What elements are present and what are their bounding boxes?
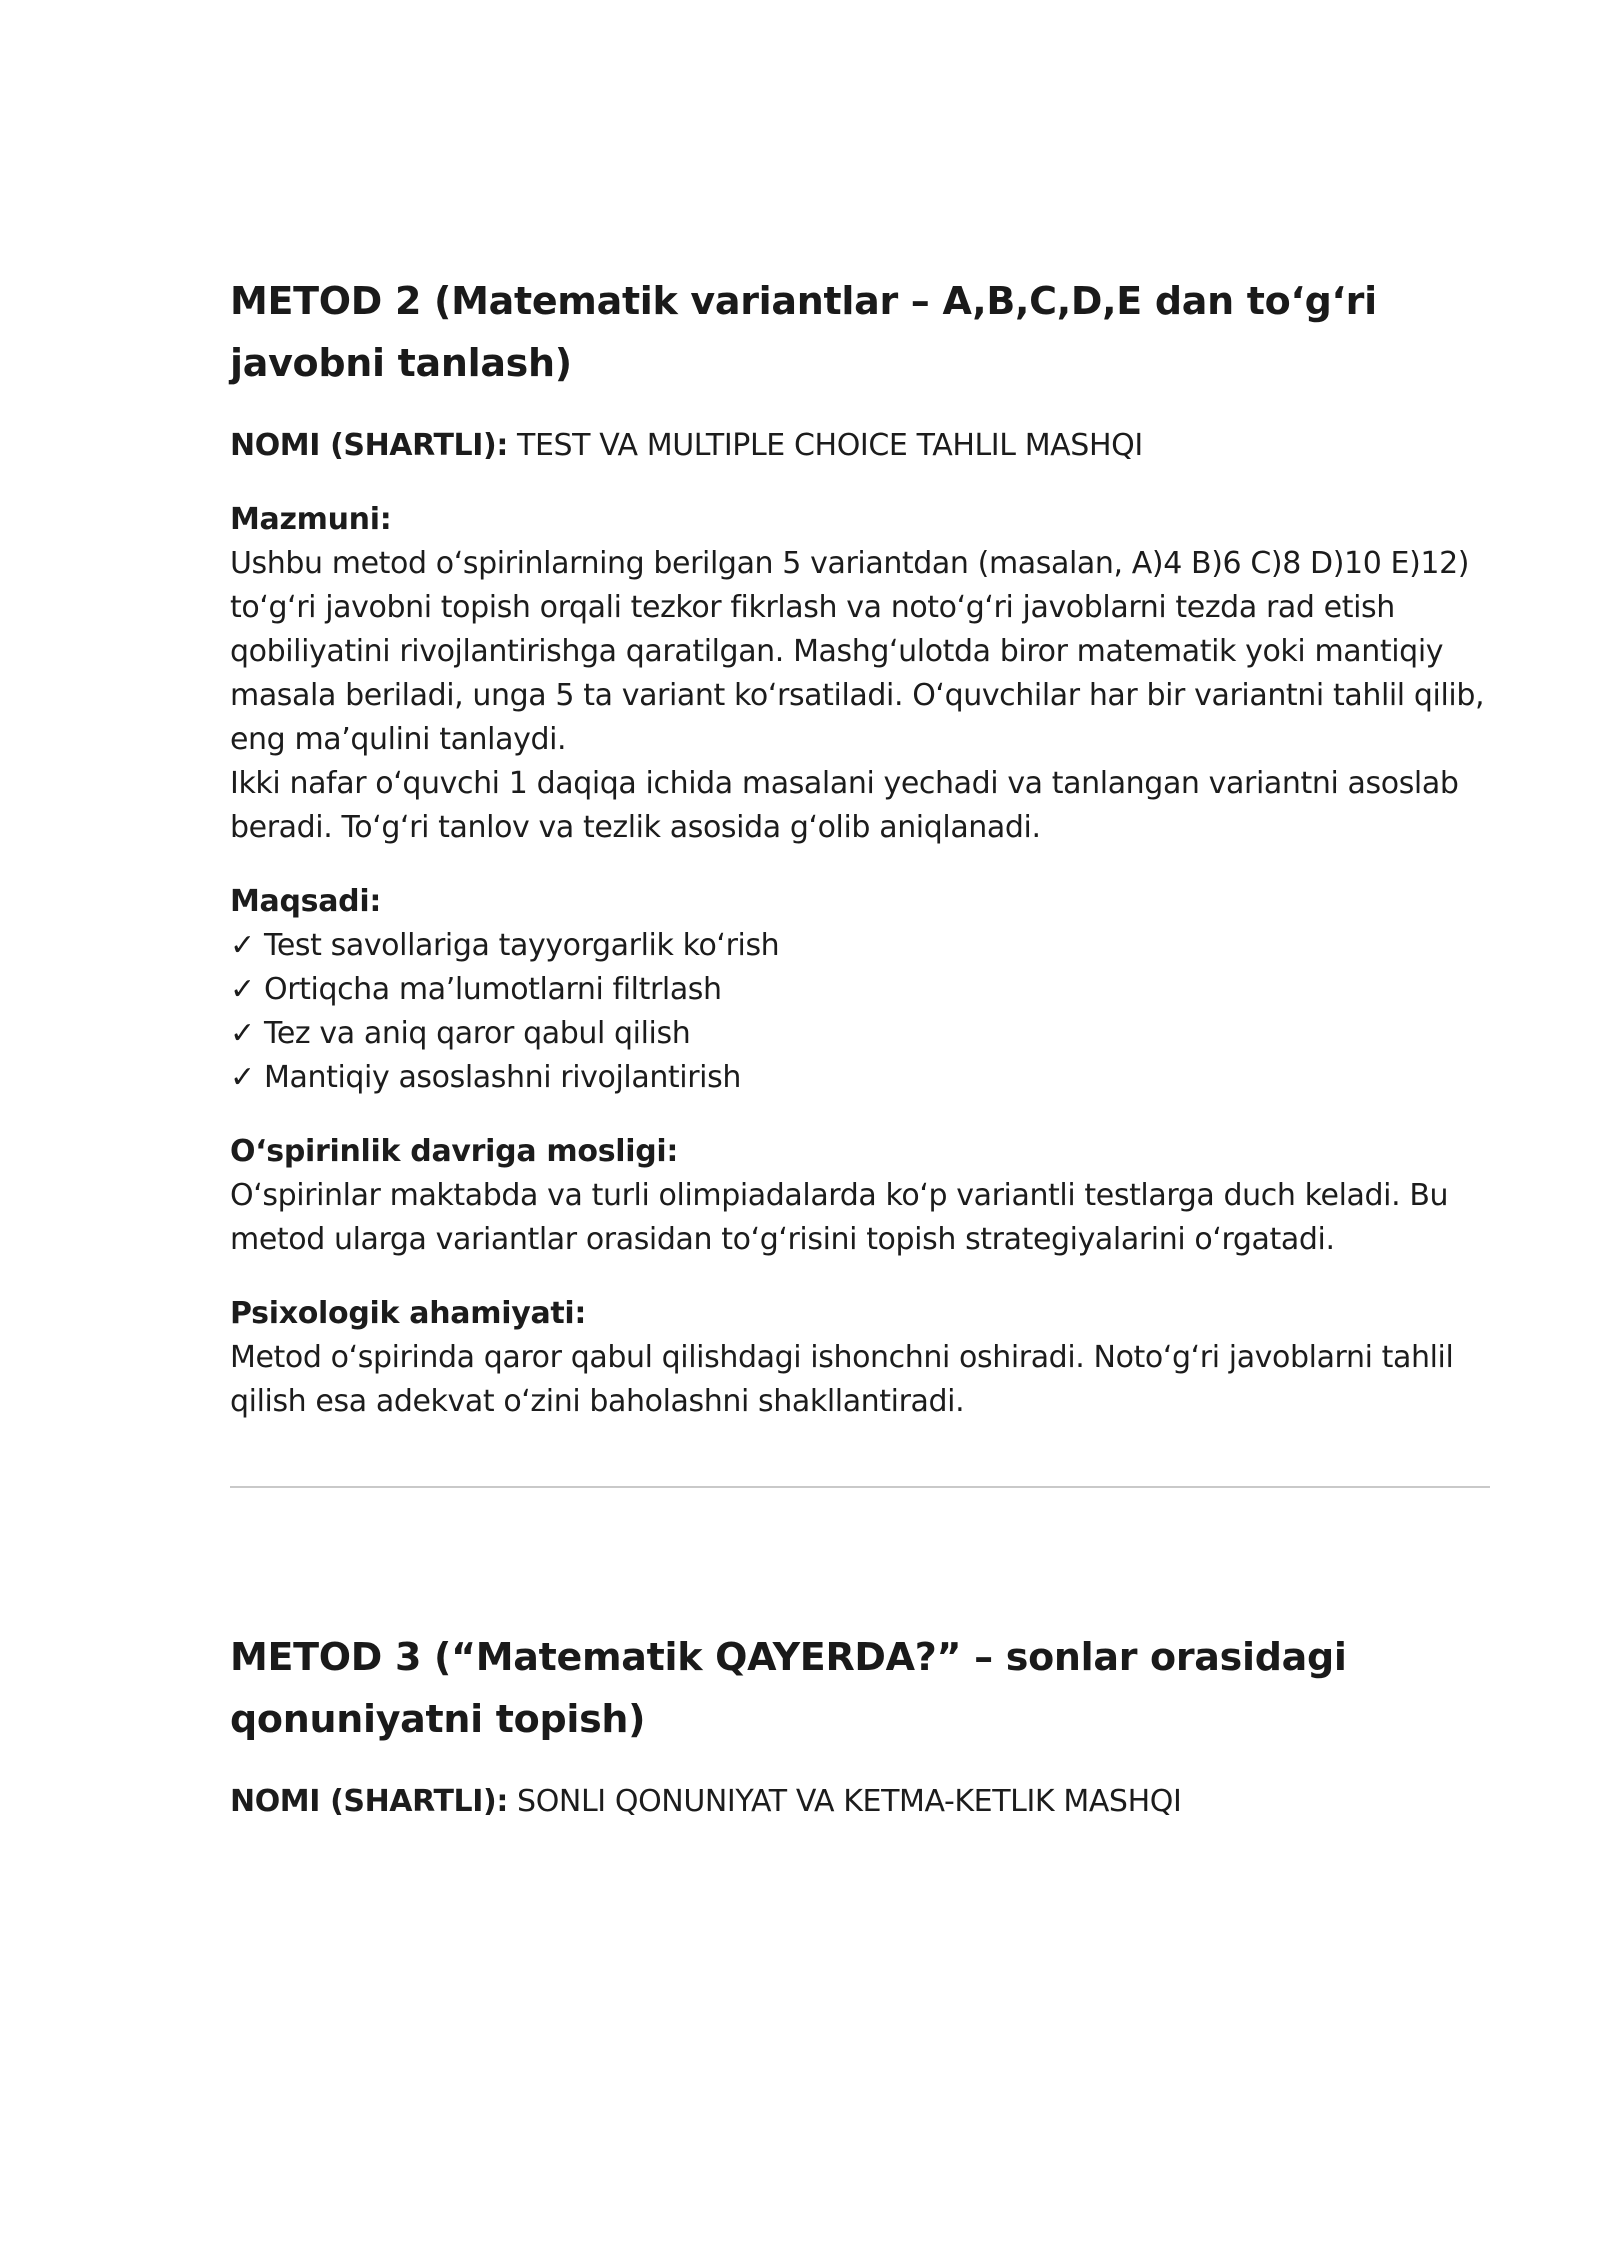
mosligi-section — [230, 1130, 1490, 1262]
section-divider — [230, 1486, 1490, 1488]
method-3-section — [230, 1626, 1490, 1824]
method-3-title: METOD 3 (“Matematik QAYERDA?” – sonlar orasidagi qonuniyatni topish) — [230, 1635, 1347, 1741]
method-3-nomi-label: NOMI (SHARTLI): — [230, 1784, 508, 1819]
list-item-text: Ortiqcha ma’lumotlarni filtrlash — [264, 972, 722, 1007]
document-page — [230, 270, 1490, 1824]
method-3-nomi — [230, 1780, 1490, 1824]
maqsadi-section — [230, 880, 1490, 1100]
maqsadi-label: Maqsadi: — [230, 884, 382, 919]
mazmuni-paragraph-2: Ikki nafar o‘quvchi 1 daqiqa ichida masalani yechadi va tanlangan variantni asoslab beradi. To‘g‘ri tanlov va tezlik asosida g‘olib aniqlanadi. — [230, 766, 1459, 845]
list-item — [230, 1056, 1490, 1100]
mazmuni-paragraph-1: Ushbu metod o‘spirinlarning berilgan 5 variantdan (masalan, A)4 B)6 C)8 D)10 E)12) to‘g‘ri javobni topish orqali tezkor fikrlash va noto‘g‘ri javoblarni tezda rad etish qobiliyatini rivojlantirishga qaratilgan. Mashg‘ulotda biror matematik yoki mantiqiy masala beriladi, unga 5 ta variant ko‘rsatiladi. O‘quvchilar har bir variantni tahlil qilib, eng ma’qulini tanlaydi. — [230, 546, 1485, 757]
list-item-text: Tez va aniq qaror qabul qilish — [264, 1016, 691, 1051]
mosligi-text: O‘spirinlar maktabda va turli olimpiadalarda ko‘p variantli testlarga duch keladi. Bu metod ularga variantlar orasidan to‘g‘risini topish strategiyalarini o‘rgatadi. — [230, 1178, 1449, 1257]
mazmuni-section — [230, 498, 1490, 850]
method-2-title: METOD 2 (Matematik variantlar – A,B,C,D,E dan to‘g‘ri javobni tanlash) — [230, 279, 1377, 385]
checkmark-icon: ✓ — [230, 1060, 255, 1095]
ahamiyati-label: Psixologik ahamiyati: — [230, 1296, 587, 1331]
checkmark-icon: ✓ — [230, 928, 255, 963]
method-3-nomi-value: SONLI QONUNIYAT VA KETMA-KETLIK MASHQI — [507, 1784, 1182, 1819]
maqsadi-list — [230, 924, 1490, 1100]
ahamiyati-section — [230, 1292, 1490, 1424]
list-item-text: Mantiqiy asoslashni rivojlantirish — [264, 1060, 741, 1095]
list-item — [230, 968, 1490, 1012]
checkmark-icon: ✓ — [230, 972, 255, 1007]
list-item-text: Test savollariga tayyorgarlik ko‘rish — [264, 928, 780, 963]
list-item — [230, 924, 1490, 968]
mosligi-label: O‘spirinlik davriga mosligi: — [230, 1134, 679, 1169]
method-2-nomi-label: NOMI (SHARTLI): — [230, 428, 508, 463]
method-2-nomi-value: TEST VA MULTIPLE CHOICE TAHLIL MASHQI — [507, 428, 1143, 463]
list-item — [230, 1012, 1490, 1056]
checkmark-icon: ✓ — [230, 1016, 255, 1051]
mazmuni-label: Mazmuni: — [230, 502, 392, 537]
ahamiyati-text: Metod o‘spirinda qaror qabul qilishdagi ishonchni oshiradi. Noto‘g‘ri javoblarni tahlil qilish esa adekvat o‘zini baholashni shakllantiradi. — [230, 1340, 1454, 1419]
method-2-nomi — [230, 424, 1490, 468]
